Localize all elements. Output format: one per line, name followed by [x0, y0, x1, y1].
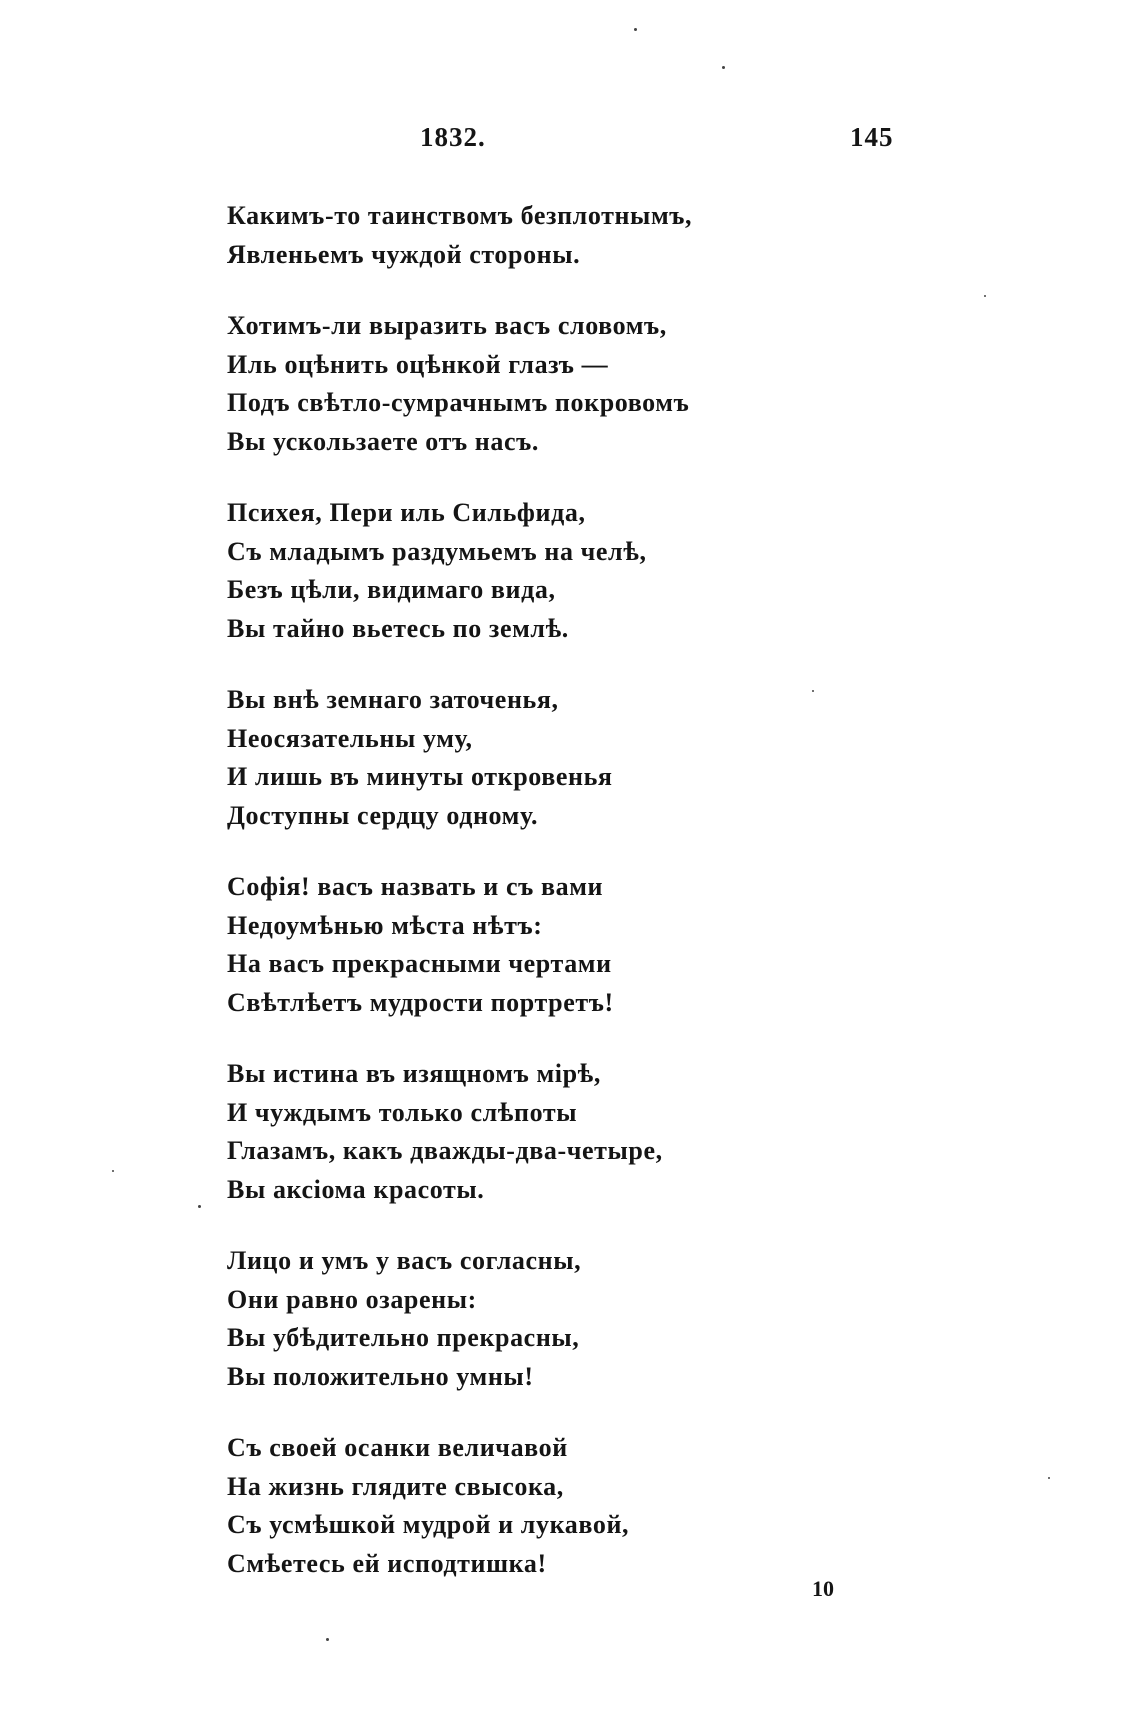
poem-line: Доступны сердцу одному. [227, 800, 539, 830]
poem-line: На жизнь глядите свысока, [227, 1471, 564, 1501]
poem-line: Хотимъ-ли выразить васъ словомъ, [227, 311, 667, 340]
stanza [227, 681, 987, 835]
poem-line: Безъ цѣли, видимаго вида, [227, 575, 556, 604]
print-speck [984, 295, 986, 297]
print-speck [326, 1638, 329, 1641]
stanza [227, 1055, 987, 1209]
poem-line: Вы тайно вьетесь по землѣ. [227, 613, 569, 643]
poem-line: Смѣетесь ей исподтишка! [227, 1548, 547, 1578]
poem-line: Вы ускользаете отъ насъ. [227, 426, 539, 456]
page-number: 145 [850, 122, 894, 152]
running-head [0, 122, 1140, 162]
print-speck [634, 28, 637, 31]
year-heading: 1832. [420, 122, 486, 152]
print-speck [812, 690, 814, 692]
poem-line: Софія! васъ назвать и съ вами [227, 872, 604, 901]
poem-line: И лишь въ минуты откровенья [227, 762, 613, 791]
poem-line: И чуждымъ только слѣпоты [227, 1097, 578, 1127]
poem-line: Иль оцѣнить оцѣнкой глазъ — [227, 349, 609, 379]
poem-line: Съ младымъ раздумьемъ на челѣ, [227, 536, 647, 566]
poem-line: Вы аксіома красоты. [227, 1174, 485, 1204]
poem-line: Подъ свѣтло-сумрачнымъ покровомъ [227, 388, 690, 417]
print-speck [112, 1170, 114, 1172]
print-speck [722, 66, 725, 69]
stanza [227, 1242, 987, 1396]
poem-line: Съ своей осанки величавой [227, 1433, 568, 1462]
poem-line: Вы истина въ изящномъ мірѣ, [227, 1059, 601, 1088]
poem-line: Недоумѣнью мѣста нѣтъ: [227, 910, 543, 940]
poem-line: Какимъ-то таинствомъ безплотнымъ, [227, 201, 693, 230]
poem-line: Психея, Пери иль Сильфида, [227, 498, 586, 527]
print-speck [1048, 1477, 1050, 1479]
poem [227, 197, 987, 1616]
stanza [227, 307, 987, 461]
poem-line: Вы убѣдительно прекрасны, [227, 1323, 580, 1352]
stanza [227, 1429, 987, 1583]
poem-line: Съ усмѣшкой мудрой и лукавой, [227, 1510, 630, 1539]
poem-line: Вы положительно умны! [227, 1361, 534, 1391]
signature-mark: 10 [812, 1576, 834, 1601]
poem-line: Вы внѣ земнаго заточенья, [227, 685, 559, 714]
stanza [227, 868, 987, 1022]
poem-line: Свѣтлѣетъ мудрости портретъ! [227, 987, 614, 1017]
poem-line: Глазамъ, какъ дважды-два-четыре, [227, 1136, 663, 1165]
stanza [227, 494, 987, 648]
poem-line: Явленьемъ чуждой стороны. [227, 239, 581, 269]
poem-line: Неосязательны уму, [227, 723, 473, 753]
stanza [227, 197, 987, 274]
poem-line: Они равно озарены: [227, 1284, 477, 1314]
poem-line: На васъ прекрасными чертами [227, 949, 612, 978]
poem-line: Лицо и умъ у васъ согласны, [227, 1246, 582, 1275]
print-speck [198, 1205, 201, 1208]
